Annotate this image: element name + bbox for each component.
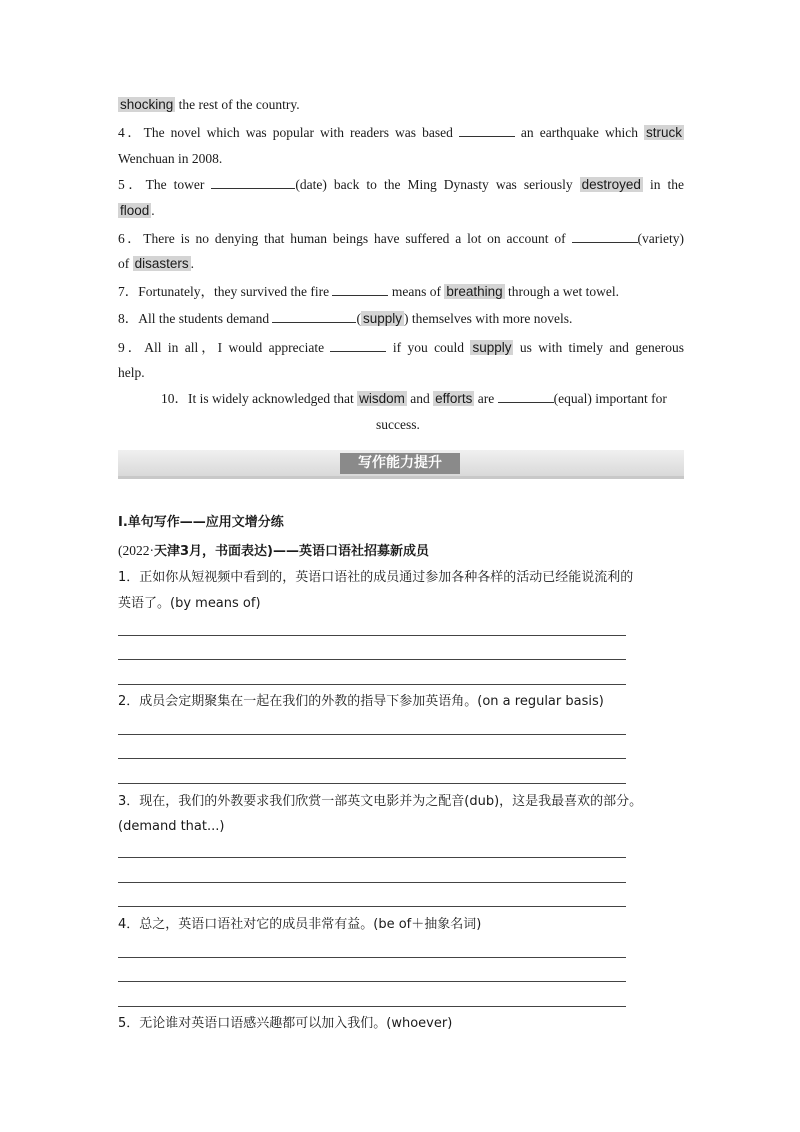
answer-blank[interactable] (272, 309, 356, 323)
highlight-word: supply (472, 340, 512, 355)
question-1-cont: 英语了。(by means of) (118, 596, 261, 611)
answer-blank[interactable] (332, 282, 388, 296)
section-banner (118, 450, 684, 479)
answer-line[interactable] (118, 758, 626, 759)
exercise-item-5-cont: flood . (120, 203, 155, 218)
answer-line[interactable] (118, 659, 626, 660)
highlight-word: efforts (435, 391, 473, 406)
answer-line[interactable] (118, 783, 626, 784)
question-3-cont: (demand that...) (118, 819, 225, 834)
question-5: 5．无论谁对英语口语感兴趣都可以加入我们。(whoever) (118, 1016, 453, 1031)
highlight-word: flood (120, 203, 150, 218)
answer-line[interactable] (118, 635, 626, 636)
answer-line[interactable] (118, 957, 626, 958)
answer-blank[interactable] (498, 389, 554, 403)
exercise-item-9-cont: help. (118, 365, 145, 380)
answer-line[interactable] (118, 882, 626, 883)
highlight-word: disasters (134, 256, 189, 271)
highlight-word: breathing (446, 284, 503, 299)
highlight-word: wisdom (359, 391, 405, 406)
exercise-item-6-cont: of disasters . (118, 256, 195, 271)
section-title: 写作能力提升 (340, 453, 460, 474)
question-2: 2．成员会定期聚集在一起在我们的外教的指导下参加英语角。(on a regular basis) (118, 694, 604, 709)
source-line: (2022·天津3月，书面表达)——英语口语社招募新成员 (118, 543, 430, 559)
answer-line[interactable] (118, 1006, 626, 1007)
highlight-word: destroyed (581, 177, 641, 192)
exercise-item-10-cont: success. (376, 417, 420, 432)
answer-blank[interactable] (459, 123, 515, 137)
answer-blank[interactable] (211, 175, 295, 189)
exercise-item-8: 8．All the students demand ( supply ) themselves with more novels. (118, 311, 573, 326)
answer-line[interactable] (118, 684, 626, 685)
answer-line[interactable] (118, 734, 626, 735)
question-4: 4．总之，英语口语社对它的成员非常有益。(be of＋抽象名词) (118, 917, 482, 932)
continued-sentence: shocking the rest of the country. (120, 97, 300, 112)
exercise-item-9: 9．All in all，I would appreciate if you could supply us with timely and generous (118, 340, 685, 355)
part-heading: Ⅰ.单句写作——应用文增分练 (118, 515, 284, 530)
exercise-item-4: 4．The novel which was popular with readers was based an earthquake which struck (118, 125, 683, 140)
answer-blank[interactable] (572, 229, 638, 243)
answer-blank[interactable] (330, 338, 386, 352)
question-1: 1．正如你从短视频中看到的，英语口语社的成员通过参加各种各样的活动已经能说流利的 (118, 570, 634, 585)
exercise-item-4-cont: Wenchuan in 2008. (118, 151, 223, 166)
answer-line[interactable] (118, 857, 626, 858)
question-3: 3．现在，我们的外教要求我们欣赏一部英文电影并为之配音(dub)，这是我最喜欢的部分。 (118, 794, 643, 809)
exercise-item-7: 7．Fortunately，they survived the fire means of breathing through a wet towel. (118, 284, 619, 299)
exercise-item-6: 6．There is no denying that human beings have suffered a lot on account of (variety) (118, 231, 684, 246)
highlight-word: shocking (120, 97, 174, 112)
highlight-word: struck (646, 125, 683, 140)
highlight-word: supply (362, 311, 403, 326)
answer-line[interactable] (118, 906, 626, 907)
exercise-item-5: 5．The tower (date) back to the Ming Dynasty was seriously destroyed in the (118, 177, 685, 192)
answer-line[interactable] (118, 981, 626, 982)
exercise-item-10: 10．It is widely acknowledged that wisdom and efforts are (equal) important for (161, 391, 667, 406)
